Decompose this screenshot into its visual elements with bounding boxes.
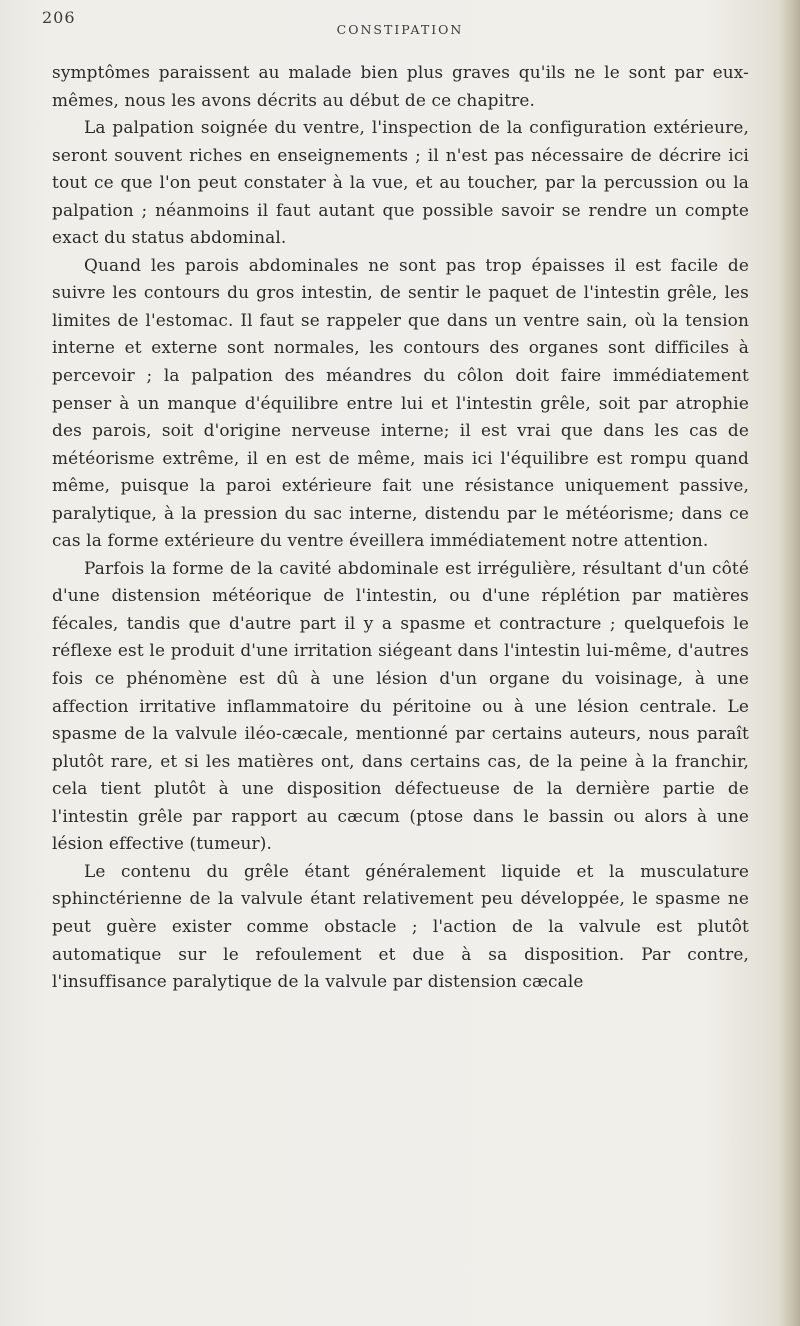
running-head: CONSTIPATION [336,22,464,37]
page-number: 206 [42,8,76,27]
paragraph-1: symptômes paraissent au malade bien plus graves qu'ils ne le sont par eux-mêmes, nous les avons décrits au début de ce chapitre. [52,62,749,110]
body-text [52,59,749,996]
paragraph-5: Le contenu du grêle étant généralement liquide et la musculature sphinctérienne de la valvule étant relativement peu développée, le spasme ne peut guère exister comme obstacle ; l'action de la valvule est plutôt automatique sur le refoulement et due à sa disposition. Par contre, l'insuffisance paralytique de la valvule par distension cæcale [52,860,749,992]
page-edge-shadow [778,0,800,1326]
paragraph-2: La palpation soignée du ventre, l'inspection de la configuration extérieure, seront souvent riches en enseignements ; il n'est pas nécessaire de décrire ici tout ce que l'on peut constater à la vue, et au toucher, par la percussion ou la palpation ; néanmoins il faut autant que possible savoir se rendre un compte exact du status abdominal. [52,117,749,248]
paragraph-3: Quand les parois abdominales ne sont pas trop épaisses il est facile de suivre les contours du gros intestin, de sentir le paquet de l'intestin grêle, les limites de l'estomac. Il faut se rappeler que dans un ventre sain, où la tension interne et externe sont normales, les contours des organes sont difficiles à percevoir ; la palpation des méandres du côlon doit faire immédiatement penser à un manque d'équilibre entre lui et l'intestin grêle, soit par atrophie des parois, soit d'origine nerveuse interne; il est vrai que dans les cas de météorisme extrême, il en est de même, mais ici l'équilibre est rompu quand même, puisque la paroi extérieure fait une résistance uniquement passive, paralytique, à la pression du sac interne, distendu par le météorisme; dans ce cas la forme extérieure du ventre éveillera immédiatement notre attention. [52,254,749,551]
paragraph-4: Parfois la forme de la cavité abdominale est irrégulière, résultant d'un côté d'une distension météorique de l'intestin, ou d'une réplétion par matières fécales, tandis que d'autre part il y a spasme et contracture ; quelquefois le réflexe est le produit d'une irritation siégeant dans l'intestin lui-même, d'autres fois ce phénomène est dû à une lésion d'un organe du voisinage, à une affection irritative inflammatoire du péritoine ou à une lésion centrale. Le spasme de la valvule iléo-cæcale, mentionné par certains auteurs, nous paraît plutôt rare, et si les matières ont, dans certains cas, de la peine à la franchir, cela tient plutôt à une disposition défectueuse de la dernière partie de l'intestin grêle par rapport au cæcum (ptose dans le bassin ou alors à une lésion effective (tumeur). [52,557,749,854]
